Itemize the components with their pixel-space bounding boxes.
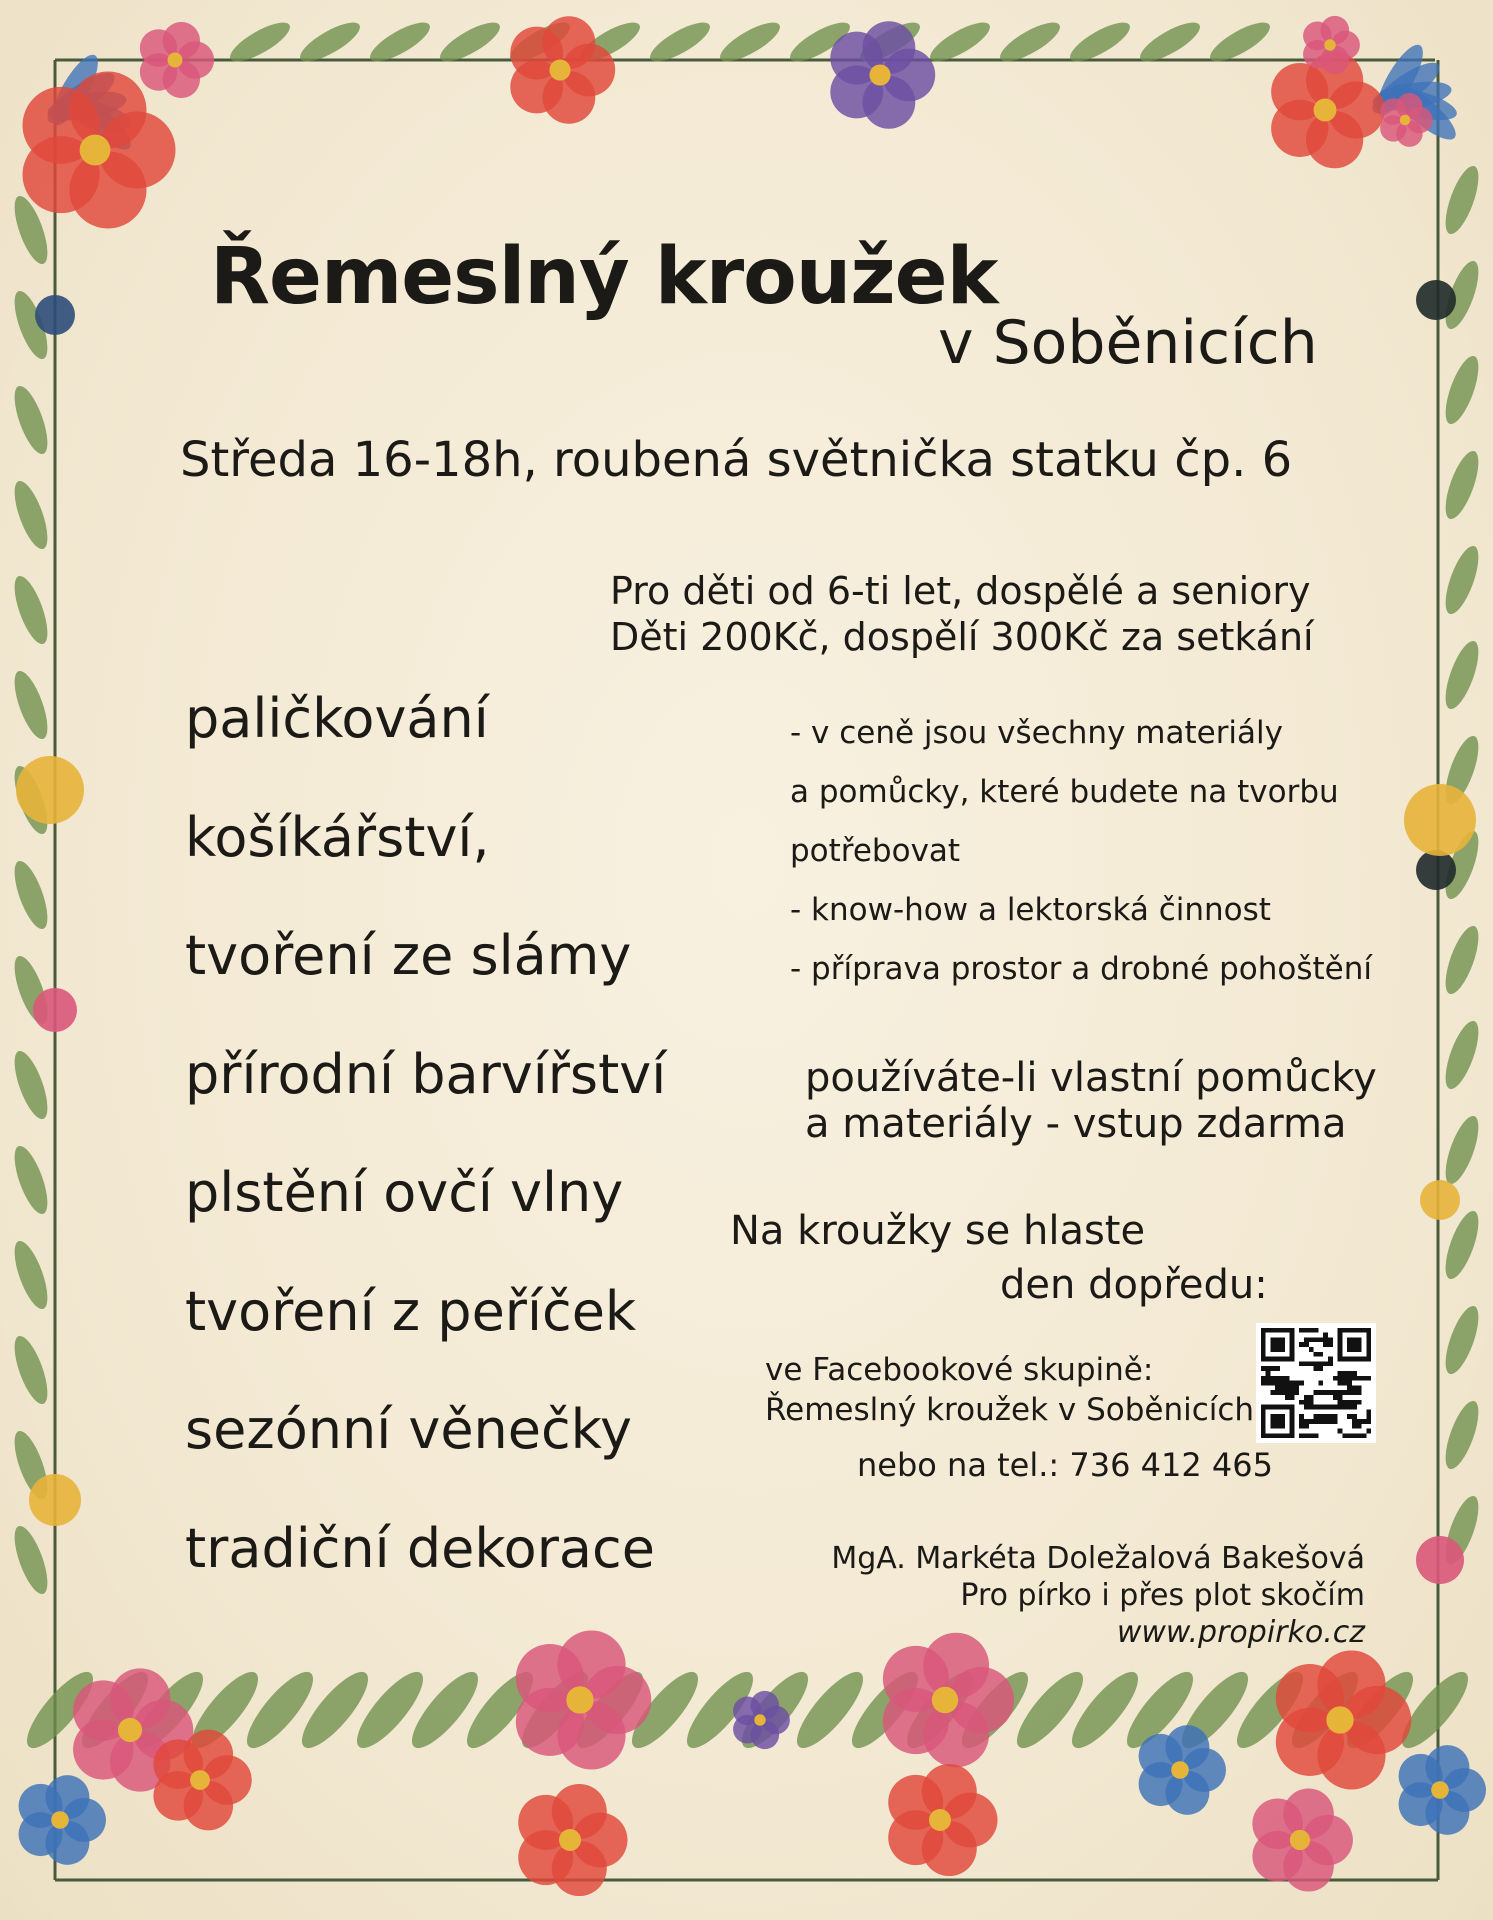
own-materials-line: a materiály - vstup zdarma [805, 1101, 1347, 1147]
activity-item: sezónní věnečky [185, 1398, 632, 1461]
included-list [790, 704, 1372, 999]
included-line: potřebovat [790, 833, 961, 869]
register-heading-2: den dopředu: [1000, 1262, 1268, 1308]
activity-item: tvoření z peříček [185, 1279, 637, 1343]
register-heading: Na kroužky se hlaste [730, 1208, 1146, 1254]
signature-block [831, 1540, 1365, 1651]
phone-contact: nebo na tel.: 736 412 465 [857, 1446, 1273, 1484]
activity-item: přírodní barvířství [185, 1042, 667, 1106]
time-and-place: Středa 16-18h, roubená světnička statku čp. 6 [180, 432, 1293, 488]
included-line: - know-how a lektorská činnost [790, 892, 1271, 928]
included-line: - v ceně jsou všechny materiály [790, 715, 1284, 751]
facebook-line: Řemeslný kroužek v Soběnicích [765, 1392, 1255, 1428]
own-materials-line: používáte-li vlastní pomůcky [805, 1055, 1377, 1101]
facebook-group [765, 1350, 1254, 1430]
own-materials-note [805, 1055, 1377, 1147]
activity-item: plstění ovčí vlny [185, 1161, 624, 1224]
audience-and-price [610, 568, 1314, 660]
poster-title: Řemeslný kroužek [210, 232, 998, 322]
audience-line: Pro děti od 6-ti let, dospělé a seniory [610, 569, 1311, 613]
activity-item: košíkářství, [185, 805, 490, 869]
activity-item: tvoření ze slámy [185, 924, 632, 987]
website-link[interactable]: www.propirko.cz [1116, 1615, 1365, 1650]
facebook-line: ve Facebookové skupině: [765, 1352, 1154, 1388]
activity-list [185, 660, 666, 1608]
activity-item: tradiční dekorace [185, 1516, 655, 1580]
poster-subtitle: v Soběnicích [938, 308, 1318, 378]
included-line: - příprava prostor a drobné pohoštění [790, 951, 1372, 987]
included-line: a pomůcky, které budete na tvorbu [790, 774, 1339, 810]
activity-item: paličkování [185, 687, 489, 750]
price-line: Děti 200Kč, dospělí 300Kč za setkání [610, 615, 1314, 659]
author-motto: Pro pírko i přes plot skočím [960, 1578, 1365, 1613]
author-name: MgA. Markéta Doležalová Bakešová [831, 1541, 1365, 1576]
qr-code-icon[interactable] [1256, 1323, 1376, 1443]
